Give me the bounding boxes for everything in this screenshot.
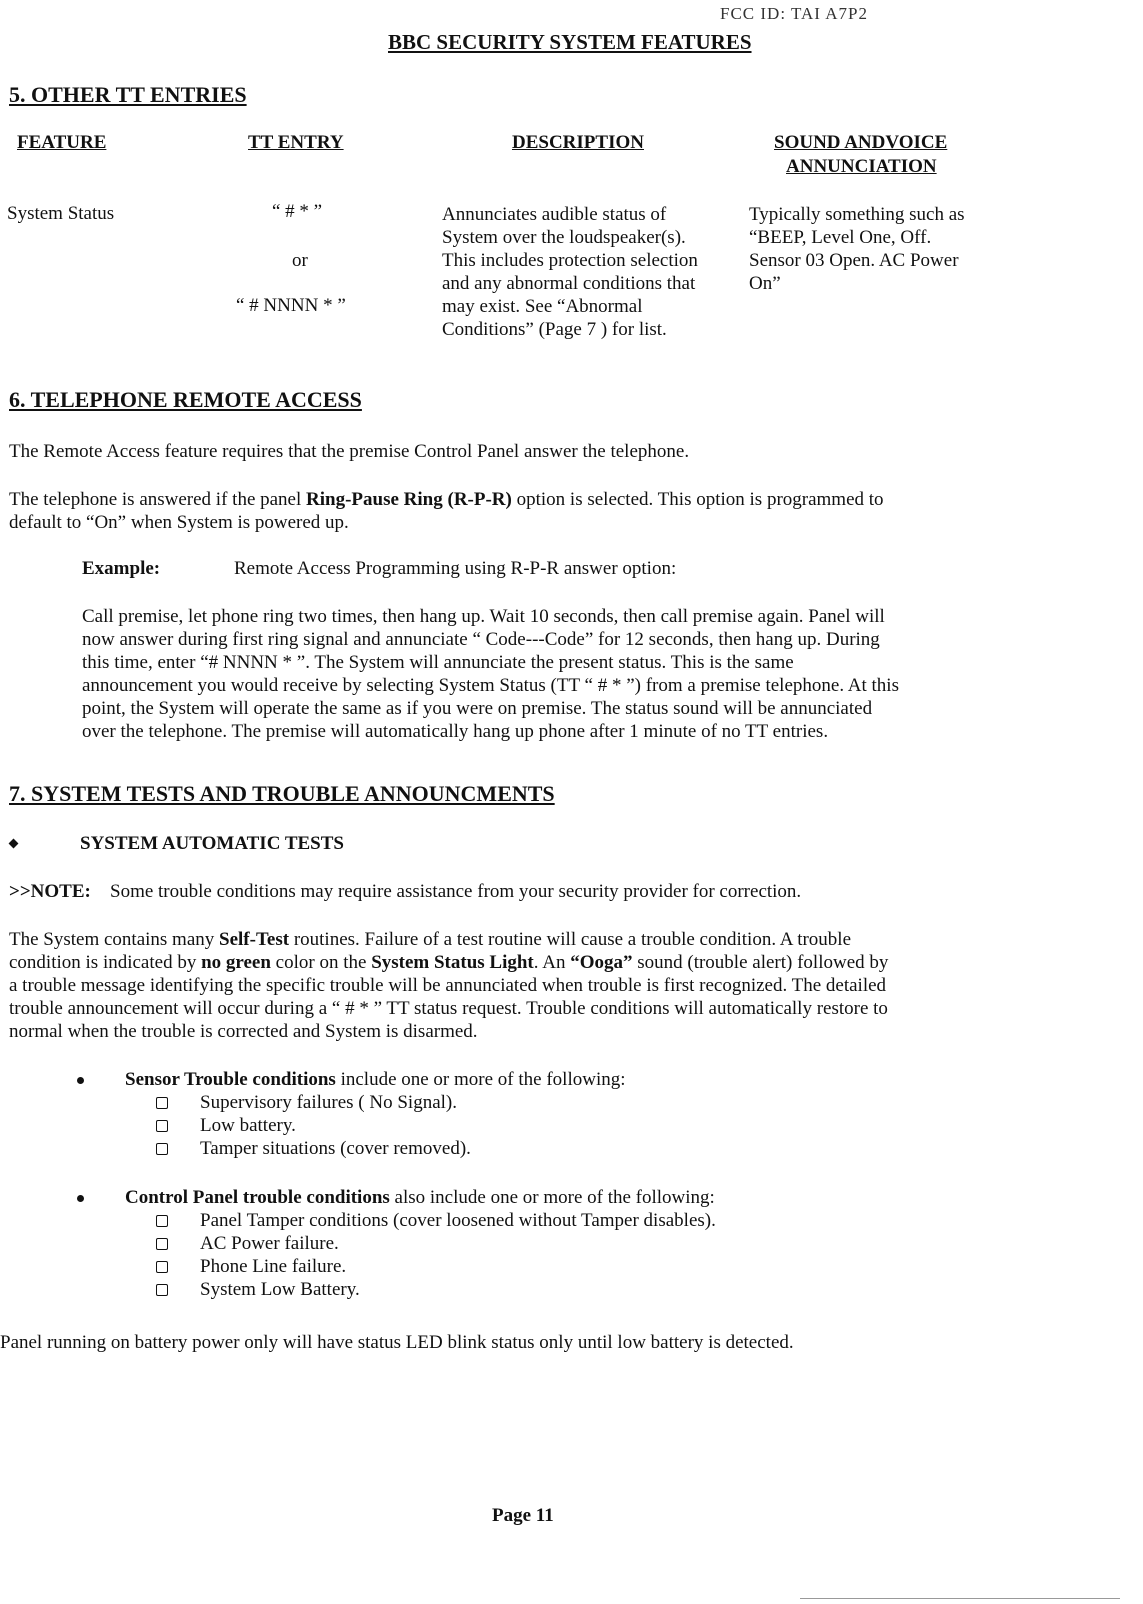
checkbox-icon bbox=[156, 1120, 168, 1132]
col-sound-voice: SOUND ANDVOICE bbox=[774, 132, 948, 153]
note-text: Some trouble conditions may require assistance from your security provider for correction. bbox=[110, 881, 802, 902]
sound-line: “BEEP, Level One, Off. bbox=[749, 227, 932, 248]
rpr-option-name: Ring-Pause Ring (R-P-R) bbox=[306, 489, 512, 510]
text: sound (trouble alert) followed by bbox=[632, 952, 889, 973]
panel-item: System Low Battery. bbox=[200, 1279, 360, 1300]
col-description: DESCRIPTION bbox=[512, 132, 644, 153]
example-line: announcement you would receive by selecting System Status (TT “ # * ”) from a premise telephone. At this bbox=[82, 675, 899, 696]
self-test-line-3: a trouble message identifying the specific trouble will be annunciated when trouble is first recognized. The detailed bbox=[9, 975, 887, 996]
ooga-term: “Ooga” bbox=[570, 952, 633, 973]
text: condition is indicated by bbox=[9, 952, 202, 973]
battery-footer-note: Panel running on battery power only will have status LED blink status only until low battery is detected. bbox=[0, 1332, 794, 1353]
scan-edge-line bbox=[800, 1598, 1120, 1599]
sensor-item: Low battery. bbox=[200, 1115, 296, 1136]
example-line: point, the System will operate the same as if you were on premise. The status sound will be annunciated bbox=[82, 698, 873, 719]
sound-line: Typically something such as bbox=[749, 204, 965, 225]
feature-system-status: System Status bbox=[7, 203, 115, 224]
description-line: Conditions” (Page 7 ) for list. bbox=[442, 319, 667, 340]
remote-access-paragraph-2-line-1 bbox=[9, 488, 884, 512]
col-tt-entry: TT ENTRY bbox=[248, 132, 344, 153]
sensor-trouble-intro bbox=[125, 1068, 626, 1092]
sensor-item: Tamper situations (cover removed). bbox=[200, 1138, 471, 1159]
example-line: this time, enter “# NNNN * ”. The System will annunciate the present status. This is the same bbox=[82, 652, 794, 673]
example-line: now answer during first ring signal and annunciate “ Code---Code” for 12 seconds, then hang up. During bbox=[82, 629, 880, 650]
text: also include one or more of the following: bbox=[389, 1187, 715, 1208]
page-number: Page 11 bbox=[492, 1505, 554, 1526]
checkbox-icon bbox=[156, 1097, 168, 1109]
description-line: and any abnormal conditions that bbox=[442, 273, 696, 294]
section-5-heading: 5. OTHER TT ENTRIES bbox=[9, 82, 247, 107]
panel-trouble-intro bbox=[125, 1186, 715, 1210]
no-green-term: no green bbox=[201, 952, 271, 973]
bullet-icon bbox=[77, 1077, 84, 1084]
example-line: over the telephone. The premise will automatically hang up phone after 1 minute of no TT entries. bbox=[82, 721, 829, 742]
tt-or: or bbox=[292, 250, 308, 271]
fcc-id: FCC ID: TAI A7P2 bbox=[720, 4, 868, 23]
p2-text-a: The telephone is answered if the panel bbox=[9, 489, 307, 510]
panel-item: Panel Tamper conditions (cover loosened without Tamper disables). bbox=[200, 1210, 716, 1231]
note-label: >>NOTE: bbox=[9, 881, 91, 902]
description-line: System over the loudspeaker(s). bbox=[442, 227, 686, 248]
self-test-line-4: trouble announcement will occur during a “ # * ” TT status request. Trouble conditions will automatically restore to bbox=[9, 998, 888, 1019]
text: color on the bbox=[270, 952, 372, 973]
tt-entry-1: “ # * ” bbox=[272, 201, 323, 222]
p2-text-c: option is selected. This option is programmed to bbox=[511, 489, 884, 510]
panel-item: AC Power failure. bbox=[200, 1233, 339, 1254]
document-title: BBC SECURITY SYSTEM FEATURES bbox=[388, 30, 752, 54]
diamond-bullet-icon bbox=[9, 839, 19, 849]
description-line: This includes protection selection bbox=[442, 250, 698, 271]
col-feature: FEATURE bbox=[17, 132, 107, 153]
text: include one or more of the following: bbox=[335, 1069, 626, 1090]
system-status-light-term: System Status Light bbox=[371, 952, 534, 973]
text: . An bbox=[533, 952, 571, 973]
description-line: Annunciates audible status of bbox=[442, 204, 667, 225]
sensor-item: Supervisory failures ( No Signal). bbox=[200, 1092, 457, 1113]
example-title: Remote Access Programming using R-P-R answer option: bbox=[234, 558, 677, 579]
sound-line: Sensor 03 Open. AC Power bbox=[749, 250, 959, 271]
bullet-icon bbox=[77, 1195, 84, 1202]
checkbox-icon bbox=[156, 1284, 168, 1296]
sensor-trouble-term: Sensor Trouble conditions bbox=[125, 1069, 336, 1090]
section-6-heading: 6. TELEPHONE REMOTE ACCESS bbox=[9, 387, 362, 412]
panel-trouble-term: Control Panel trouble conditions bbox=[125, 1187, 390, 1208]
section-7-heading: 7. SYSTEM TESTS AND TROUBLE ANNOUNCMENTS bbox=[9, 781, 555, 806]
self-test-term: Self-Test bbox=[219, 929, 290, 950]
description-line: may exist. See “Abnormal bbox=[442, 296, 643, 317]
system-automatic-tests-heading: SYSTEM AUTOMATIC TESTS bbox=[80, 833, 344, 854]
panel-item: Phone Line failure. bbox=[200, 1256, 347, 1277]
remote-access-paragraph-2-line-2: default to “On” when System is powered up. bbox=[9, 512, 349, 533]
text: routines. Failure of a test routine will cause a trouble condition. A trouble bbox=[289, 929, 852, 950]
sound-line: On” bbox=[749, 273, 781, 294]
checkbox-icon bbox=[156, 1261, 168, 1273]
self-test-line-5: normal when the trouble is corrected and System is disarmed. bbox=[9, 1021, 478, 1042]
checkbox-icon bbox=[156, 1143, 168, 1155]
example-label: Example: bbox=[82, 558, 161, 579]
remote-access-paragraph-1: The Remote Access feature requires that the premise Control Panel answer the telephone. bbox=[9, 441, 690, 462]
col-annunciation: ANNUNCIATION bbox=[786, 156, 937, 177]
text: The System contains many bbox=[9, 929, 220, 950]
tt-entry-2: “ # NNNN * ” bbox=[236, 295, 346, 316]
self-test-line-2 bbox=[9, 951, 888, 975]
self-test-line-1 bbox=[9, 928, 851, 952]
checkbox-icon bbox=[156, 1238, 168, 1250]
example-line: Call premise, let phone ring two times, then hang up. Wait 10 seconds, then call premise again. Panel will bbox=[82, 606, 885, 627]
checkbox-icon bbox=[156, 1215, 168, 1227]
